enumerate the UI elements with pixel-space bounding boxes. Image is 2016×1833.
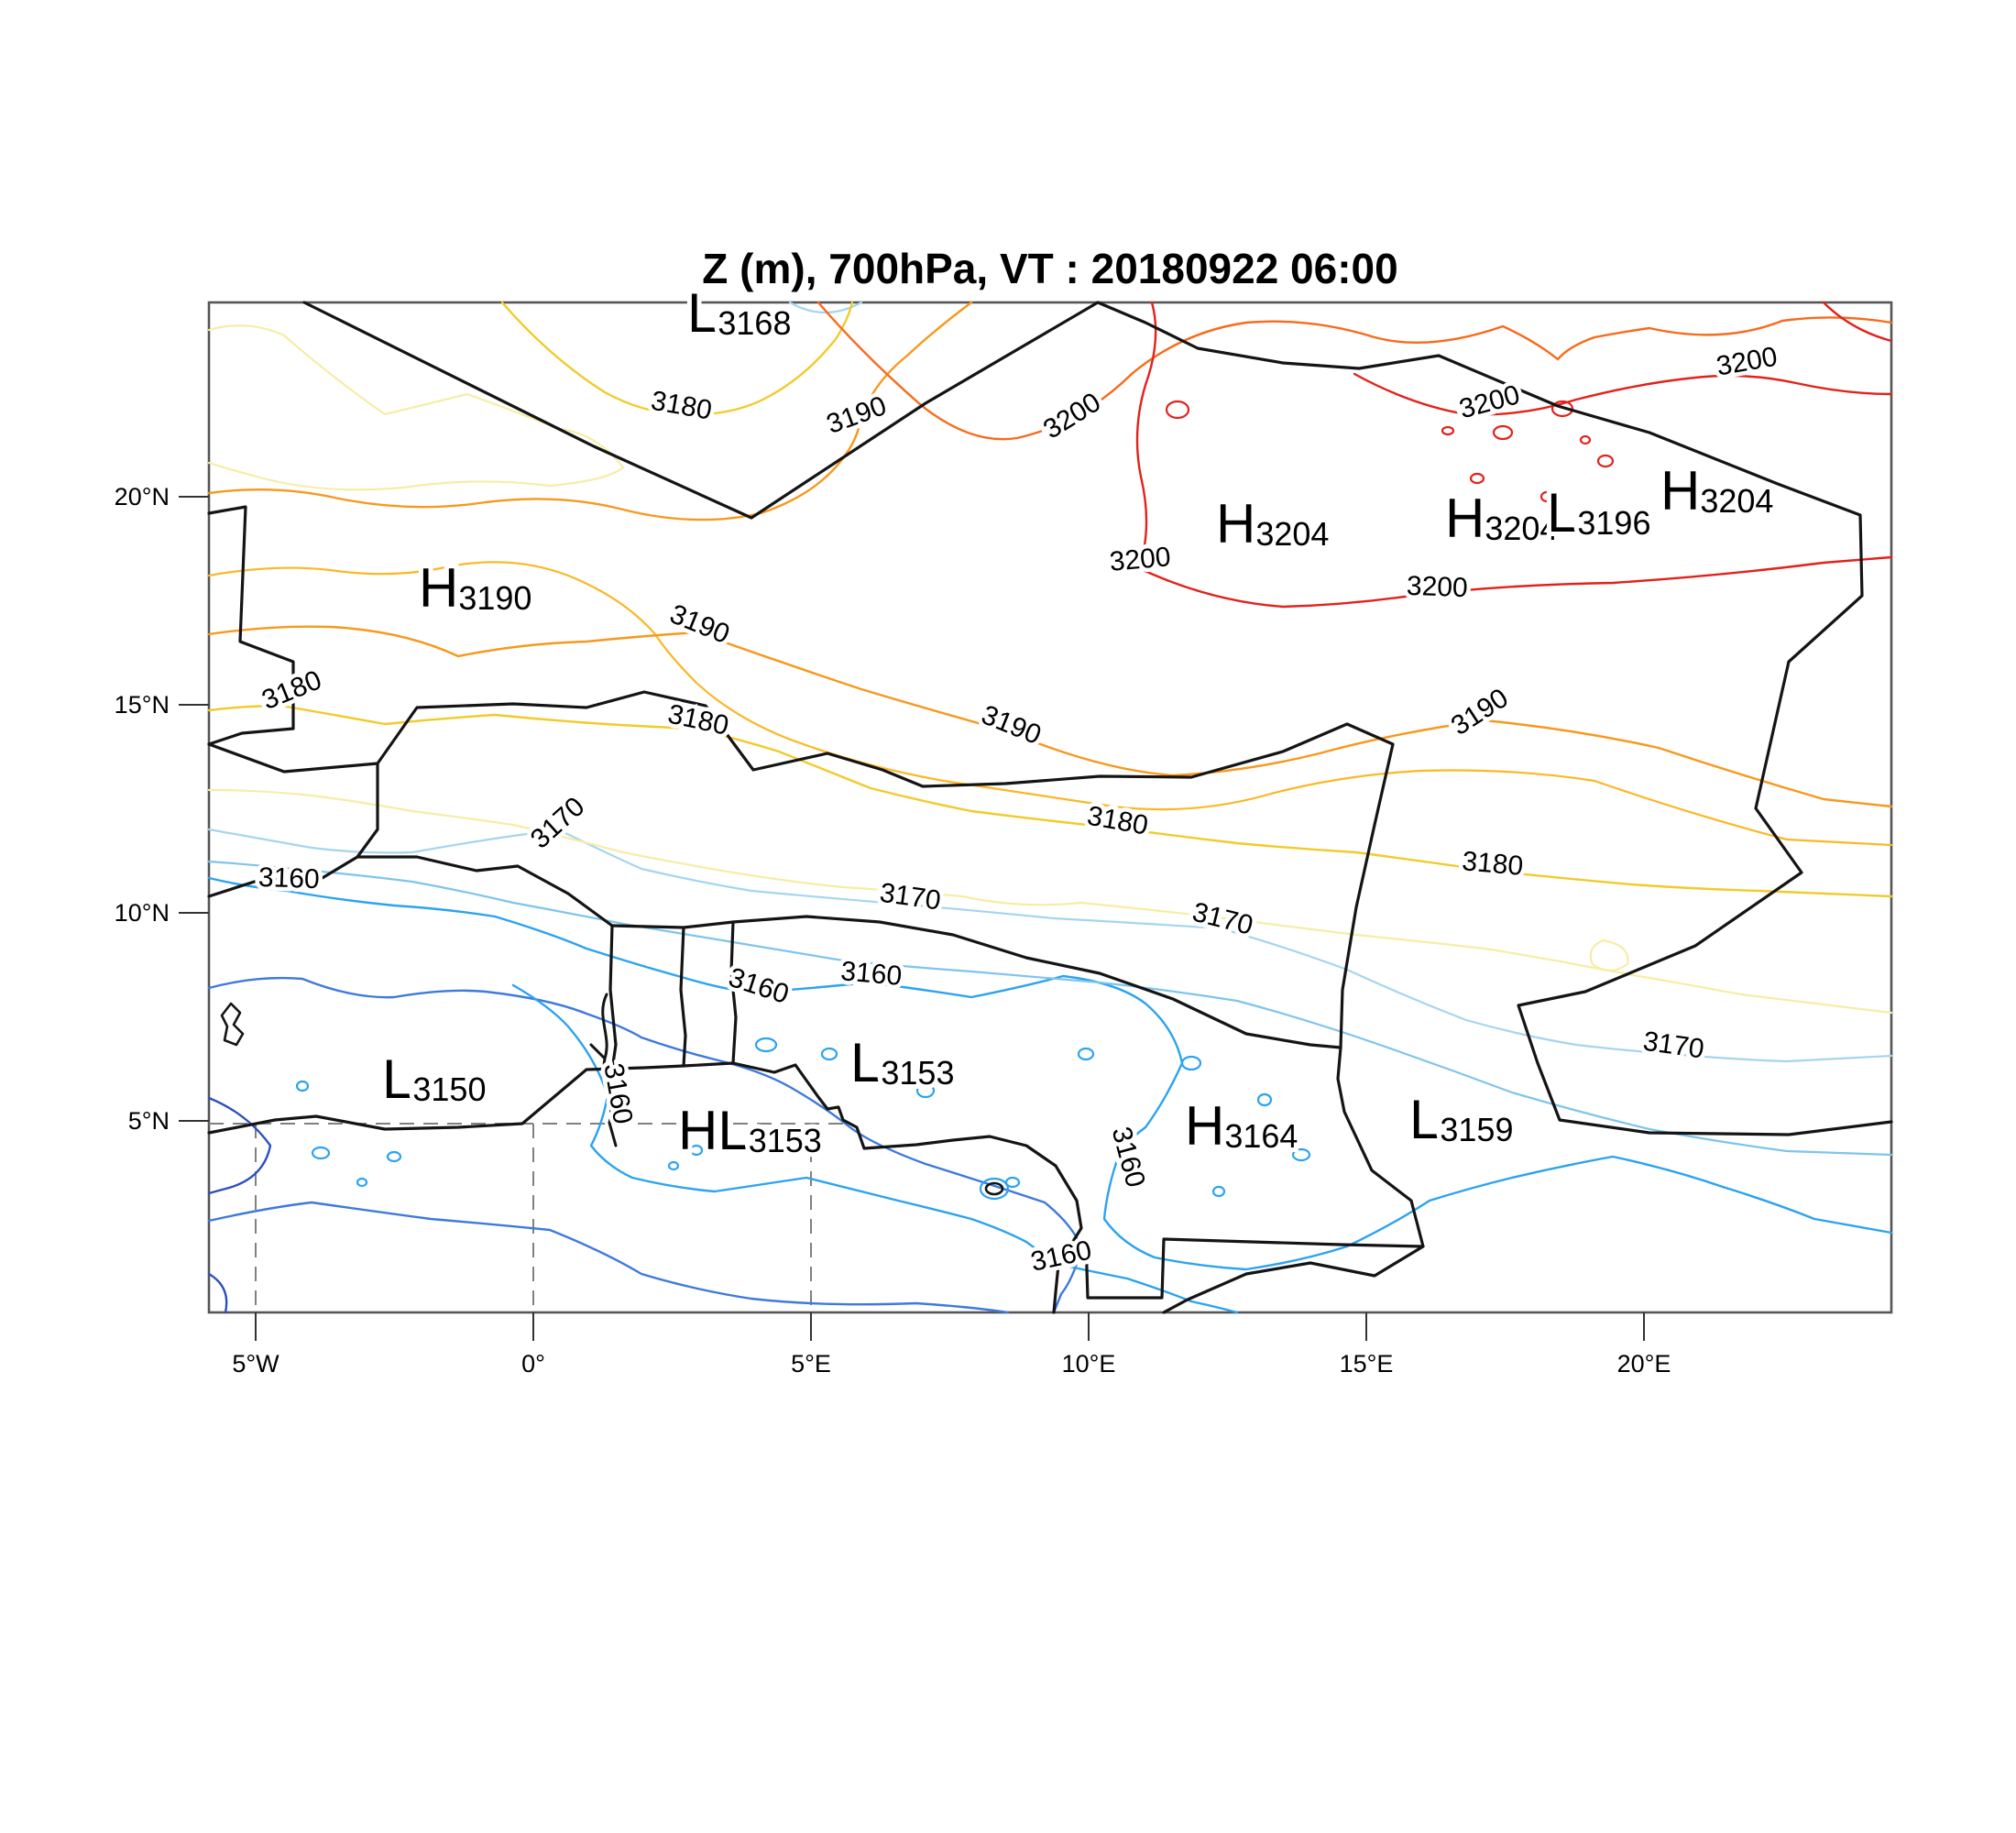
contour-label-3160: 3160 bbox=[725, 961, 793, 1010]
lon-tick-label: 0° bbox=[521, 1350, 545, 1377]
pressure-center-L3150: L3150 bbox=[382, 1048, 487, 1110]
contour-label-3160: 3160 bbox=[597, 1060, 639, 1127]
contour-3155-low-path bbox=[209, 1202, 1008, 1312]
contour-label-3200: 3200 bbox=[1108, 542, 1172, 577]
contour-3200-north-path bbox=[1354, 374, 1891, 414]
lon-tick-label: 5°E bbox=[791, 1350, 831, 1377]
contour-label-3180: 3180 bbox=[664, 698, 732, 741]
lon-tick-label: 10°E bbox=[1061, 1350, 1116, 1377]
country-borders bbox=[209, 302, 1891, 1312]
contour-3175-blob bbox=[1591, 940, 1628, 971]
contour-label-3200: 3200 bbox=[1456, 379, 1524, 425]
contour-label-3200: 3200 bbox=[1037, 387, 1107, 445]
contour-label-3190: 3190 bbox=[1445, 683, 1514, 742]
contour-label-3180: 3180 bbox=[1461, 846, 1525, 882]
lat-tick-label: 5°N bbox=[127, 1107, 170, 1135]
contour-label-3170: 3170 bbox=[524, 791, 591, 855]
border-ghana-togo bbox=[610, 926, 616, 1070]
contour-label-3170: 3170 bbox=[877, 877, 943, 916]
contour-label-3170: 3170 bbox=[1640, 1026, 1706, 1065]
contour-label-3190: 3190 bbox=[822, 390, 891, 440]
contour-label-3160: 3160 bbox=[1027, 1235, 1095, 1278]
contour-label-3190: 3190 bbox=[977, 699, 1046, 751]
contour-3160-cells bbox=[297, 1038, 1309, 1199]
contour-3170-path bbox=[209, 829, 1891, 1061]
pressure-center-H3204: H3204 bbox=[1660, 460, 1774, 521]
pressure-center-H3204: H3204 bbox=[1445, 488, 1559, 549]
contour-3175-nw-arc-path bbox=[209, 325, 623, 489]
pressure-center-L3196: L3196 bbox=[1547, 482, 1651, 543]
contour-label-3190: 3190 bbox=[665, 598, 734, 650]
contour-3204-cells bbox=[1167, 401, 1613, 501]
contour-3155-path bbox=[209, 978, 1081, 1312]
pressure-center-L3168: L3168 bbox=[687, 282, 792, 344]
contour-3150-path bbox=[209, 1098, 270, 1193]
lat-tick-label: 10°N bbox=[114, 899, 170, 927]
page-title: Z (m), 700hPa, VT : 20180922 06:00 bbox=[702, 245, 1398, 292]
contour-label-3180: 3180 bbox=[257, 664, 326, 716]
pressure-center-H3190: H3190 bbox=[419, 557, 532, 619]
border-togo-benin bbox=[681, 927, 685, 1066]
lon-tick-label: 20°E bbox=[1616, 1350, 1671, 1377]
pressure-center-L3159: L3159 bbox=[1409, 1089, 1514, 1150]
contour-label-3180: 3180 bbox=[1084, 800, 1151, 841]
contour-label-3200: 3200 bbox=[1714, 341, 1780, 382]
contour-label-3200: 3200 bbox=[1406, 570, 1469, 604]
pressure-center-L3153: L3153 bbox=[850, 1032, 955, 1093]
pressure-center-H3204: H3204 bbox=[1216, 493, 1330, 554]
lat-tick-label: 20°N bbox=[114, 483, 170, 510]
pressure-center-HL3153: HL3153 bbox=[678, 1100, 822, 1161]
contour-label-3180: 3180 bbox=[648, 385, 715, 426]
lat-tick-label: 15°N bbox=[114, 691, 170, 719]
contour-3150-path bbox=[209, 1274, 226, 1312]
lon-tick-label: 15°E bbox=[1339, 1350, 1394, 1377]
longitude-axis bbox=[232, 1312, 1671, 1377]
pressure-center-H3164: H3164 bbox=[1185, 1095, 1298, 1157]
lon-tick-label: 5°W bbox=[232, 1350, 279, 1377]
contour-label-3170: 3170 bbox=[1189, 896, 1256, 941]
contour-label-3160: 3160 bbox=[1105, 1124, 1151, 1191]
guinea-coast-detail bbox=[222, 1004, 243, 1045]
contour-label-3160: 3160 bbox=[257, 862, 321, 895]
contour-label-3160: 3160 bbox=[839, 956, 904, 992]
latitude-axis bbox=[115, 483, 209, 1135]
contour-3200-south-path bbox=[1137, 302, 1891, 607]
